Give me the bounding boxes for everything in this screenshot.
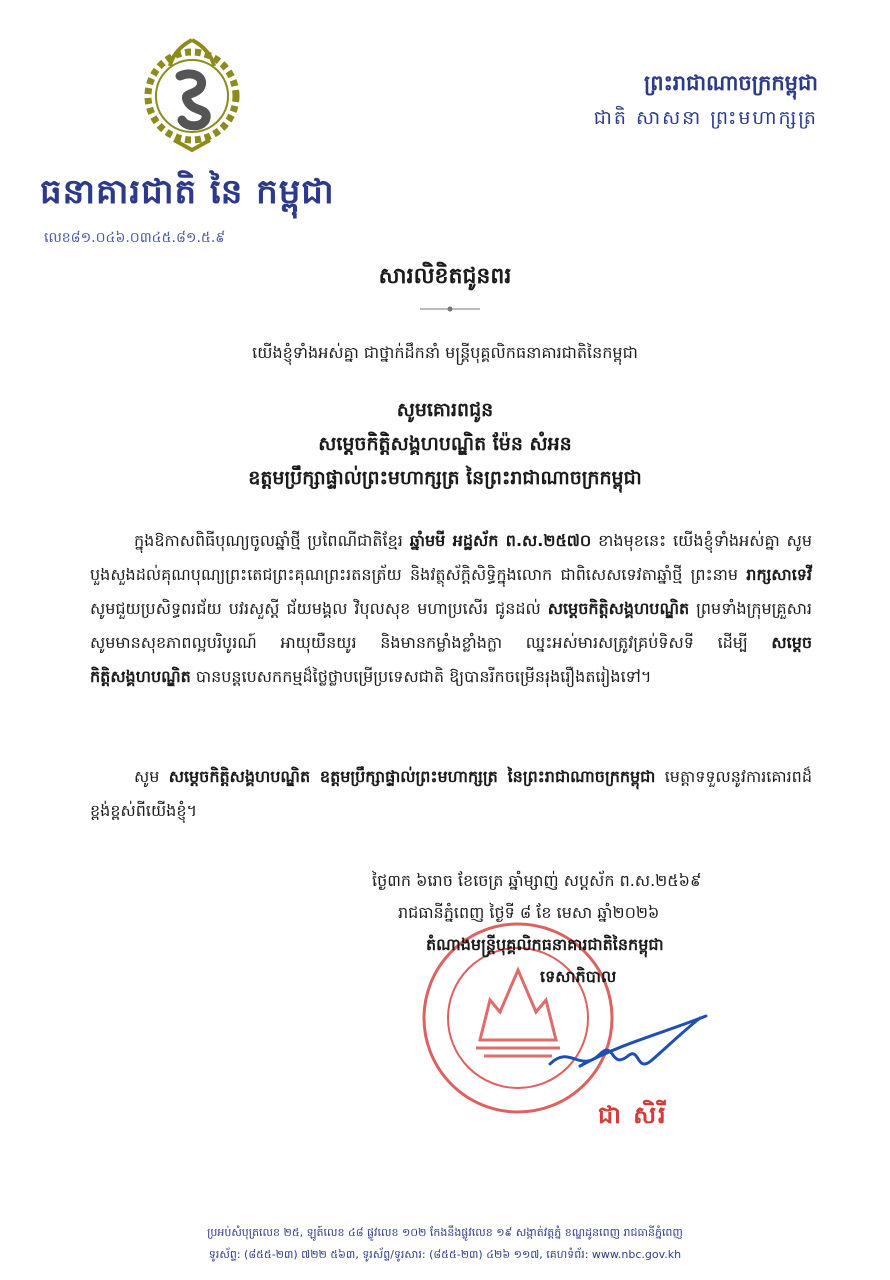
national-motto: ជាតិ សាសនា ព្រះមហាក្សត្រ: [593, 107, 818, 129]
signatory-title: តំណាងមន្ត្រីបុគ្គលិកធនាគារជាតិនៃកម្ពុជា: [426, 935, 664, 954]
signatory-role: ទេសាភិបាល: [540, 967, 617, 986]
greeting-line-1: សូមគោរពជូន: [396, 399, 494, 421]
lunar-date: ថ្ងៃ៣ក ៦រោច ខែចេត្រ ឆ្នាំម្សាញ់ សប្តស័ក ព.ស.២៥៦៩: [372, 871, 702, 890]
greeting-line-2: សម្តេចកិត្តិសង្គហបណ្ឌិត ម៉ែន សំអន: [318, 433, 572, 455]
bank-name: ធនាគារជាតិ នៃ កម្ពុជា: [40, 172, 335, 212]
body-paragraph-1: ក្នុងឱកាសពិធីបុណ្យចូលឆ្នាំថ្មី ប្រពៃណីជាតិខ្មែរ ឆ្នាំមមី អដ្ឋស័ក ព.ស.២៥៧០ ខាងមុខនេះ យើងខ្ញុំទាំងអស់គ្នា សូមបួងសួងដល់គុណបុណ្យព្រះតេជព្រះគុណព្រះរតនត្រ័យ និងវត្ថុស័ក្តិសិទ្ធិក្នុងលោក ជាពិសេសទេវតាឆ្នាំថ្មី ព្រះនាម រាក្សសាទេវី សូមជួយប្រសិទ្ធពរជ័យ បវរសួស្តី ជ័យមង្គល វិបុលសុខ មហាប្រសើរ ជូនដល់ សម្តេចកិត្តិសង្គហបណ្ឌិត ព្រមទាំងក្រុមគ្រួសារ សូមមានសុខភាពល្អបរិបូរណ៍ អាយុយឺនយូរ និងមានកម្លាំងខ្លាំងក្លា ឈ្នះអស់មារសត្រូវគ្រប់ទិសទី ដើម្បី សម្តេចកិត្តិសង្គហបណ្ឌិត បានបន្តបេសកកម្មដ៏ថ្លៃថ្លាបម្រើប្រទេសជាតិ ឱ្យបានរីកចម្រើនរុងរឿងតរៀងទៅ។: [90, 531, 813, 686]
date-line: រាជធានីភ្នំពេញ ថ្ងៃទី ៨ ខែ មេសា ឆ្នាំ២០២៦: [398, 903, 660, 922]
footer-address: ប្រអប់សំបុត្រលេខ ២៥, ឡូត៍លេខ ៤៨ ផ្លូវលេខ ១០២ កែងនឹងផ្លូវលេខ ១៩ សង្កាត់វត្តភ្នំ ខណ្ឌដូនពេញ រាជធានីភ្នំពេញ: [207, 1226, 683, 1239]
reference-number: លេខ៨១.០៤៦.០៣៤៥.៨១.៥.៩: [44, 230, 226, 246]
signer-name: ជា សិរី: [598, 1101, 668, 1129]
kingdom-heading: ព្រះរាជាណាចក្រកម្ពុជា: [643, 71, 818, 95]
letter-title: សារលិខិតជូនពរ: [378, 264, 512, 289]
intro-line: យើងខ្ញុំទាំងអស់គ្នា ជាថ្នាក់ដឹកនាំ មន្ត្រីបុគ្គលិកធនាគារជាតិនៃកម្ពុជា: [252, 343, 638, 362]
handwritten-signature: [540, 1004, 710, 1084]
body-paragraph-2: សូម សម្តេចកិត្តិសង្គហបណ្ឌិត ឧត្តមប្រឹក្សាផ្ទាល់ព្រះមហាក្សត្រ នៃព្រះរាជាណាចក្រកម្ពុជា មេត្តាទទួលនូវការគោរពដ៏ខ្ពង់ខ្ពស់ពីយើងខ្ញុំ។: [90, 767, 812, 820]
greeting-line-3: ឧត្តមប្រឹក្សាផ្ទាល់ព្រះមហាក្សត្រ នៃព្រះរាជាណាចក្រកម្ពុជា: [248, 467, 642, 489]
nbc-logo: [134, 36, 250, 156]
title-ornament: [420, 305, 480, 313]
footer-contact: ទូរស័ព្ទ: (៨៥៥-២៣) ៧២២ ៥៦៣, ទូរស័ព្ទ/ទូរសារ: (៨៥៥-២៣) ៤២៦ ១១៧, គេហទំព័រ: www.nbc.gov.kh: [208, 1248, 682, 1261]
